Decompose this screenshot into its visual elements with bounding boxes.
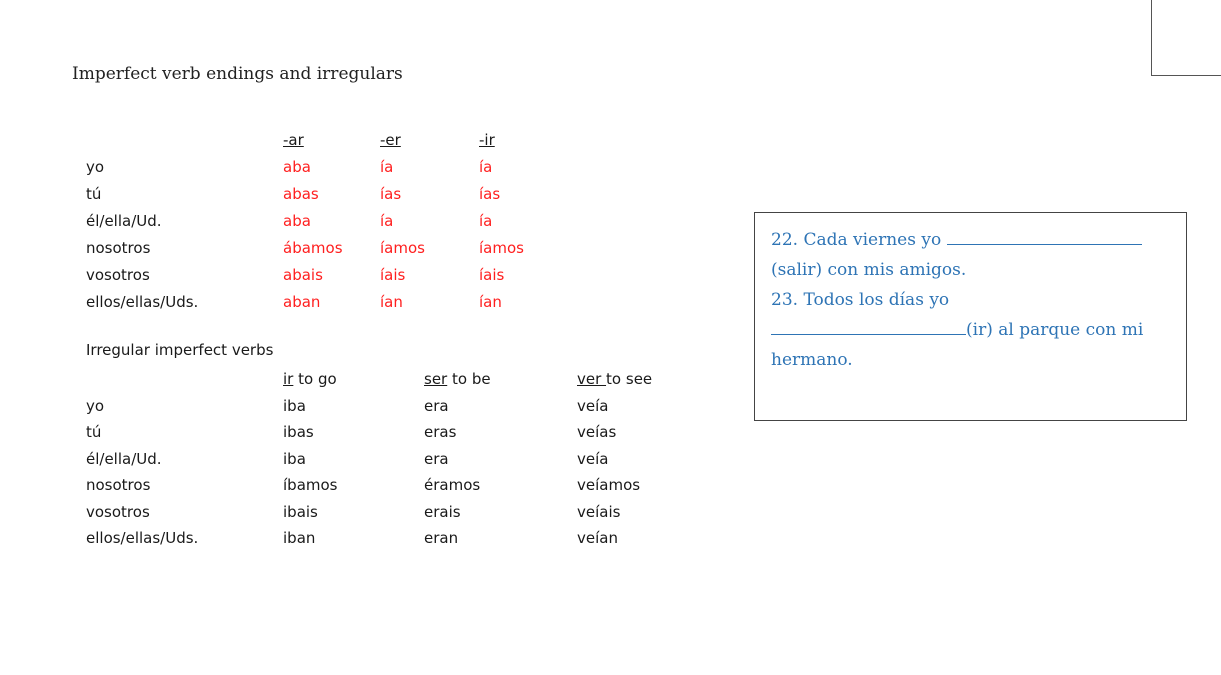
ir-form-cell: iba	[283, 396, 306, 415]
exercise-22-blank[interactable]	[947, 226, 1142, 245]
ir-form-cell: ibais	[283, 502, 318, 521]
er-ending-cell: ías	[380, 185, 402, 203]
corner-box	[1151, 0, 1221, 76]
er-ending-cell: ían	[380, 293, 403, 311]
ser-form-cell: éramos	[424, 476, 481, 494]
pronoun-cell: tú	[86, 423, 102, 441]
pronoun-cell: él/ella/Ud.	[86, 449, 162, 468]
header-ar: -ar	[283, 131, 304, 149]
pronoun-cell: nosotros	[86, 239, 151, 257]
exercise-22-prompt: 22. Cada viernes yo	[771, 230, 947, 250]
ir-ending-cell: íamos	[479, 239, 524, 257]
exercise-22-continued	[771, 255, 1172, 285]
ar-ending-cell: ábamos	[283, 239, 343, 257]
er-ending-cell: íais	[380, 266, 406, 284]
er-ending-cell: íamos	[380, 239, 425, 257]
page-title: Imperfect verb endings and irregulars	[72, 64, 403, 84]
er-ending-cell: ía	[380, 212, 394, 230]
ir-form-cell: íbamos	[283, 476, 338, 494]
pronoun-cell: nosotros	[86, 476, 151, 494]
pronoun-cell: yo	[86, 158, 105, 176]
ir-form-cell: ibas	[283, 423, 314, 441]
ir-ending-cell: ían	[479, 293, 502, 311]
pronoun-cell: vosotros	[86, 502, 150, 521]
ar-ending-cell: aba	[283, 212, 311, 230]
ar-ending-cell: aba	[283, 158, 311, 176]
exercise-23-continued	[771, 315, 1172, 375]
header-ir: -ir	[479, 131, 495, 149]
ser-form-cell: eras	[424, 423, 457, 441]
pronoun-cell: ellos/ellas/Uds.	[86, 529, 199, 547]
ver-form-cell: veía	[577, 449, 609, 468]
er-ending-cell: ía	[380, 158, 394, 176]
exercise-22	[771, 225, 1172, 255]
pronoun-cell: vosotros	[86, 266, 150, 284]
ver-form-cell: veían	[577, 529, 618, 547]
ser-form-cell: eran	[424, 529, 459, 547]
header-ver: ver to see	[577, 370, 653, 388]
pronoun-cell: ellos/ellas/Uds.	[86, 293, 199, 311]
pronoun-cell: yo	[86, 396, 105, 415]
exercise-23-blank[interactable]	[771, 316, 966, 335]
ir-form-cell: iba	[283, 449, 306, 468]
ver-form-cell: veíais	[577, 502, 621, 521]
ir-ending-cell: ías	[479, 185, 501, 203]
exercise-23-verb-hint: (ir) al parque con mi hermano.	[771, 320, 1144, 370]
ser-form-cell: era	[424, 396, 449, 415]
ir-form-cell: iban	[283, 529, 316, 547]
ir-ending-cell: ía	[479, 158, 493, 176]
header-ser: ser to be	[424, 370, 491, 388]
ver-form-cell: veíamos	[577, 476, 641, 494]
ar-ending-cell: abais	[283, 266, 323, 284]
exercise-box	[754, 212, 1187, 421]
ar-ending-cell: abas	[283, 185, 319, 203]
exercise-23-prompt: 23. Todos los días yo	[771, 290, 950, 310]
ser-form-cell: era	[424, 449, 449, 468]
ar-ending-cell: aban	[283, 293, 321, 311]
ver-form-cell: veía	[577, 396, 609, 415]
ir-ending-cell: ía	[479, 212, 493, 230]
pronoun-cell: tú	[86, 185, 102, 203]
exercise-22-verb-hint: (salir) con mis amigos.	[771, 260, 967, 280]
ser-form-cell: erais	[424, 502, 461, 521]
ver-form-cell: veías	[577, 423, 617, 441]
irregular-heading: Irregular imperfect verbs	[86, 341, 274, 359]
header-er: -er	[380, 131, 401, 149]
pronoun-cell: él/ella/Ud.	[86, 212, 162, 230]
ir-ending-cell: íais	[479, 266, 505, 284]
exercise-23	[771, 285, 1172, 315]
header-ir: ir to go	[283, 370, 337, 388]
